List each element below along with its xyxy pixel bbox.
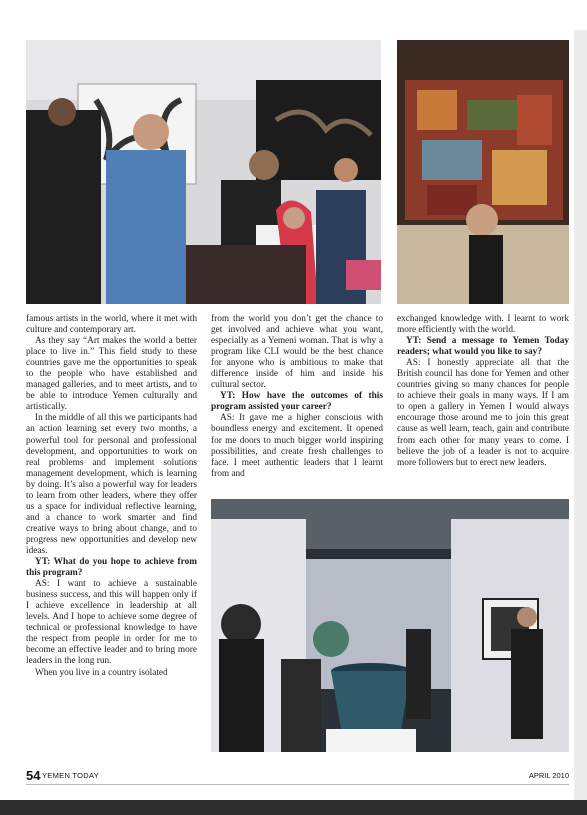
col3-question: YT: Send a message to Yemen Today readers; what would you like to say? bbox=[397, 336, 569, 358]
photo-exhibition-hall-image bbox=[211, 499, 569, 752]
col3-para-1: exchanged knowledge with. I learnt to work more efficiently with the world. bbox=[397, 314, 569, 336]
photo-art-fair-visitors-image bbox=[26, 40, 381, 304]
article-column-2 bbox=[211, 314, 383, 480]
col3-answer: AS: I honestly appreciate all that the British council has done for Yemen and other countries giving so many chances for people to achieve their goals in many ways. If I am to open a gallery in Yemen I would always encourage those around me to join this great cause as well learn, teach, gain and contribute from each other for many years to come. I believe the job of a leader is not to acquire more followers but to erect new leaders. bbox=[397, 358, 569, 468]
col1-para-6: When you live in a country isolated bbox=[35, 667, 168, 678]
col2-answer: AS: It gave me a higher conscious with boundless energy and excitement. It opened for me doors to much bigger world inspiring possibilities, and create fresh challenges to face. I meet authentic leaders that I learnt from and bbox=[211, 413, 383, 479]
col1-question: YT: What do you hope to achieve from this program? bbox=[26, 557, 197, 579]
col1-para-3: In the middle of all this we participants had an action learning set every two months, a powerful tool for personal and professional development, and opportunities to work on real problems and implement solutions management development, which is learning by doing. It’s also a powerful way for leaders to learn from other leaders, where they offer us a space for individual reflective learning, and a chance to work smarter and find creative ways to bring about change, and to progress new opportunities and develop new ideas. bbox=[26, 413, 197, 556]
page-edge-strip bbox=[574, 30, 587, 800]
col1-para-1: famous artists in the world, where it met with culture and contemporary art. bbox=[26, 314, 197, 336]
photo-art-fair-visitors bbox=[26, 40, 381, 304]
col2-para-1: from the world you don’t get the chance to get involved and achieve what you want, especially as a Yemeni woman. That is why a program like CLI would be the best chance for anyone who is ambitious to make that difference inside of him and inside his cultural sector. bbox=[211, 314, 383, 391]
page-number: 54 bbox=[26, 768, 41, 783]
page-footer bbox=[26, 768, 569, 782]
article-column-1 bbox=[26, 314, 197, 679]
magazine-name: YEMEN TODAY bbox=[42, 771, 100, 780]
photo-large-painting bbox=[397, 40, 569, 304]
col1-para-2: As they say “Art makes the world a better place to live in.” This field study to these countries gave me the opportunities to speak to the people who have established and managed galleries, and to meet artists, and to be able to introduce Yemen culturally and artistically. bbox=[26, 336, 197, 413]
article-column-3 bbox=[397, 314, 569, 469]
col1-answer: AS: I want to achieve a sustainable business success, and this will happen only if I achieve excellence in leadership at all levels. And I hope to achieve some degree of technical or professional knowledge to have the respect from people in order for me to become an effective leader and to bring more leaders in the long run. bbox=[26, 579, 197, 667]
viewer-bottom-bar bbox=[0, 800, 587, 815]
footer-rule bbox=[26, 784, 569, 785]
photo-exhibition-hall bbox=[211, 499, 569, 752]
photo-large-painting-image bbox=[397, 40, 569, 304]
issue-date: APRIL 2010 bbox=[528, 771, 569, 780]
col2-question: YT: How have the outcomes of this program assisted your career? bbox=[211, 391, 383, 413]
